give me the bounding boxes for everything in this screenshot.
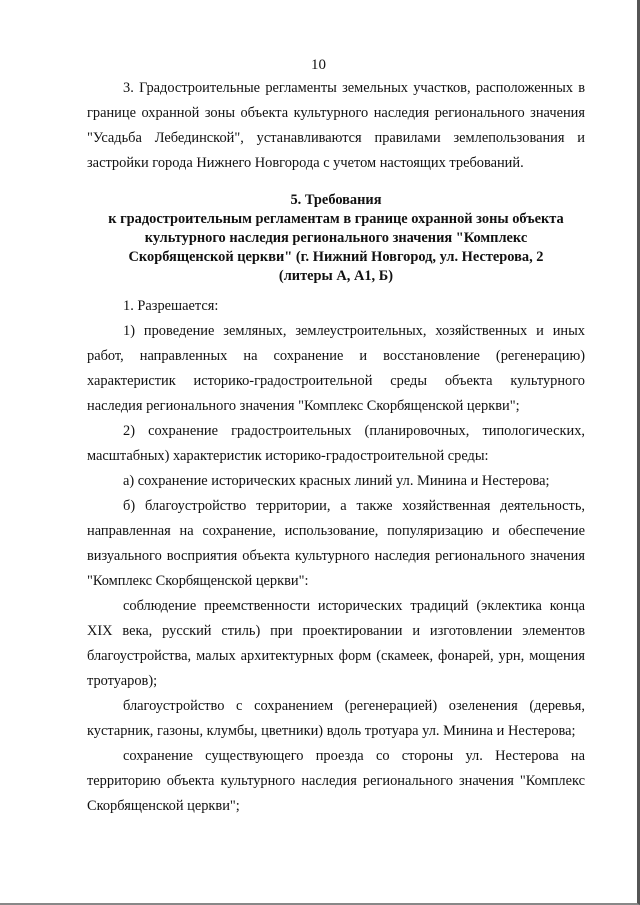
paragraph-allowed: 1. Разрешается: (123, 298, 219, 314)
document-body (87, 76, 585, 819)
paragraph-item-2a: а) сохранение исторических красных линий ул. Минина и Нестерова; (123, 473, 550, 489)
paragraph-item-2: 2) сохранение градостроительных (планировочных, типологических, масштабных) характеристик историко-градостроительной среды: (87, 423, 585, 464)
section-title-line: 5. Требования (290, 192, 382, 208)
paragraph-item-2b: б) благоустройство территории, а также хозяйственная деятельность, направленная на сохранение, использование, популяризацию и обеспечение визуального восприятия объекта культурного наследия регионального значения "Комплекс Скорбященской церкви": (87, 498, 585, 589)
paragraph-driveway: сохранение существующего проезда со стороны ул. Нестерова на территорию объекта культурного наследия регионального значения "Комплекс Скорбященской церкви"; (87, 748, 585, 814)
section-title (87, 191, 585, 286)
paragraph-traditions: соблюдение преемственности исторических традиций (эклектика конца XIX века, русский стиль) при проектировании и изготовлении элементов благоустройства, малых архитектурных форм (скамеек, фонарей, урн, мощения тротуаров); (87, 598, 585, 689)
section-title-line: к градостроительным регламентам в границе охранной зоны объекта (108, 211, 564, 227)
section-title-line: Скорбященской церкви" (г. Нижний Новгород, ул. Нестерова, 2 (128, 249, 544, 265)
section-title-line: культурного наследия регионального значения "Комплекс (144, 230, 528, 246)
section-title-line: (литеры А, А1, Б) (278, 268, 394, 284)
paragraph-landscaping: благоустройство с сохранением (регенерацией) озеленения (деревья, кустарник, газоны, клумбы, цветники) вдоль тротуара ул. Минина и Нестерова; (87, 698, 585, 739)
paragraph-item-1: 1) проведение земляных, землеустроительных, хозяйственных и иных работ, направленных на сохранение и восстановление (регенерацию) характеристик историко-градостроительной среды объекта культурного наследия регионального значения "Комплекс Скорбященской церкви"; (87, 323, 585, 414)
page-number: 10 (311, 57, 326, 73)
intro-paragraph: 3. Градостроительные регламенты земельных участков, расположенных в границе охранной зоны объекта культурного наследия регионального значения "Усадьба Лебединской", устанавливаются правилами землепользования и застройки города Нижнего Новгорода с учетом настоящих требований. (87, 80, 585, 171)
